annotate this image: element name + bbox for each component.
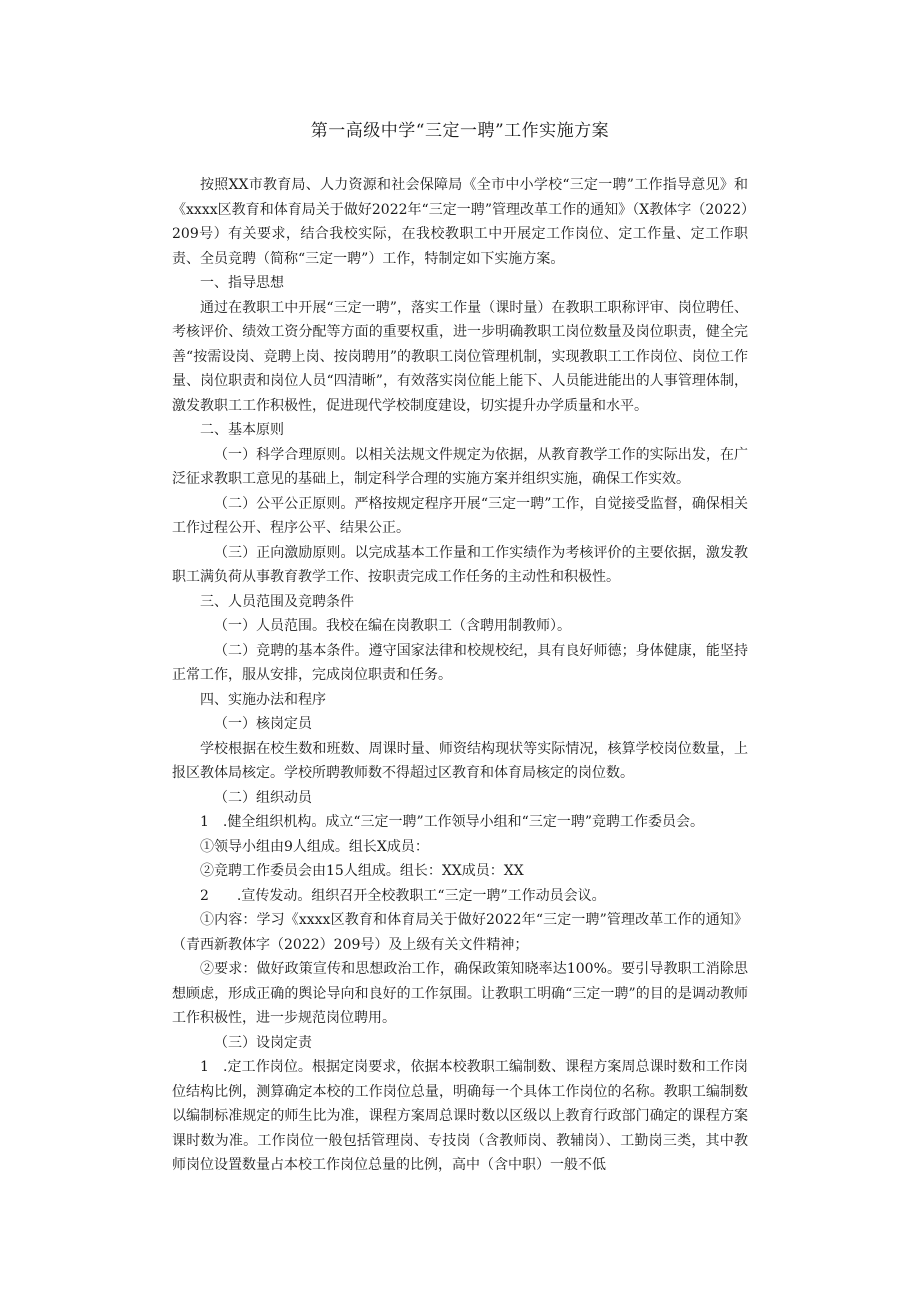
- document-title: 第一高级中学“三定一聘”工作实施方案: [310, 121, 610, 141]
- paragraph-org-structure: 1 .健全组织机构。成立“三定一聘”工作领导小组和“三定一聘”竞聘工作委员会。: [200, 814, 704, 830]
- paragraph-committee: ②竞聘工作委员会由15人组成。组长：XX成员：XX: [200, 863, 524, 879]
- heading-guiding-ideology: 一、指导思想: [200, 275, 284, 291]
- paragraph-scope-2: （二）竞聘的基本条件。遵守国家法律和校规校纪，具有良好师德；身体健康，能坚持正常工作，服从安排，完成岗位职责和任务。: [172, 642, 748, 683]
- paragraph-intro: 按照XX市教育局、人力资源和社会保障局《全市中小学校“三定一聘”工作指导意见》和《xxxx区教育和体育局关于做好2022年“三定一聘”管理改革工作的通知》（X教体字（2022）209号）有关要求，结合我校实际，在我校教职工中开展定工作岗位、定工作量、定工作职责、全员竞聘（简称“三定一聘”）工作，特制定如下实施方案。: [172, 177, 748, 267]
- subheading-verify-posts: （一）核岗定员: [214, 716, 312, 732]
- document-body: [172, 173, 748, 1178]
- paragraph-requirements: ②要求：做好政策宣传和思想政治工作，确保政策知晓率达100%。要引导教职工消除思想顾虑，形成正确的舆论导向和良好的工作氛围。让教职工明确“三定一聘”的目的是调动教师工作积极性，进一步规范岗位聘用。: [172, 961, 748, 1026]
- paragraph-define-posts: 1 .定工作岗位。根据定岗要求，依据本校教职工编制数、课程方案周总课时数和工作岗位结构比例，测算确定本校的工作岗位总量，明确每一个具体工作岗位的名称。教职工编制数以编制标准规定的师生比为准，课程方案周总课时数以区级以上教育行政部门确定的课程方案课时数为准。工作岗位一般包括管理岗、专技岗（含教师岗、教辅岗）、工勤岗三类，其中教师岗位设置数量占本校工作岗位总量的比例，高中（含中职）一般不低: [172, 1059, 748, 1173]
- subheading-mobilization: （二）组织动员: [214, 789, 312, 806]
- paragraph-scope-1: （一）人员范围。我校在编在岗教职工（含聘用制教师）。: [214, 618, 571, 634]
- paragraph-leading-group: ①领导小组由9人组成。组长X成员：: [200, 838, 429, 855]
- paragraph-principle-3: （三）正向激励原则。以完成基本工作量和工作实绩作为考核评价的主要依据，激发教职工满负荷从事教育教学工作、按职责完成工作任务的主动性和积极性。: [172, 544, 748, 585]
- heading-implementation: 四、实施办法和程序: [200, 691, 326, 708]
- paragraph-principle-2: （二）公平公正原则。严格按规定程序开展“三定一聘”工作，自觉接受监督，确保相关工作过程公开、程序公平、结果公正。: [172, 495, 748, 536]
- subheading-set-posts: （三）设岗定责: [214, 1034, 312, 1051]
- paragraph-principle-1: （一）科学合理原则。以相关法规文件规定为依据，从教育教学工作的实际出发，在广泛征求教职工意见的基础上，制定科学合理的实施方案并组织实施，确保工作实效。: [172, 446, 748, 487]
- paragraph-guiding-ideology: 通过在教职工中开展“三定一聘”，落实工作量（课时量）在教职工职称评审、岗位聘任、考核评价、绩效工资分配等方面的重要权重，进一步明确教职工岗位数量及岗位职责，健全完善“按需设岗、竞聘上岗、按岗聘用”的教职工岗位管理机制，实现教职工工作岗位、岗位工作量、岗位职责和岗位人员“四清晰”，有效落实岗位能上能下、人员能进能出的人事管理体制，激发教职工工作积极性，促进现代学校制度建设，切实提升办学质量和水平。: [172, 299, 748, 414]
- paragraph-verify-posts: 学校根据在校生数和班数、周课时量、师资结构现状等实际情况，核算学校岗位数量，上报区教体局核定。学校所聘教师数不得超过区教育和体育局核定的岗位数。: [172, 740, 748, 781]
- paragraph-publicity: 2 .宣传发动。组织召开全校教职工“三定一聘”工作动员会议。: [200, 887, 606, 904]
- heading-personnel-scope: 三、人员范围及竞聘条件: [200, 593, 354, 610]
- heading-basic-principles: 二、基本原则: [200, 422, 284, 438]
- paragraph-content: ①内容：学习《xxxx区教育和体育局关于做好2022年“三定一聘”管理改革工作的通知》（青西新教体字（2022）209号）及上级有关文件精神；: [172, 912, 748, 953]
